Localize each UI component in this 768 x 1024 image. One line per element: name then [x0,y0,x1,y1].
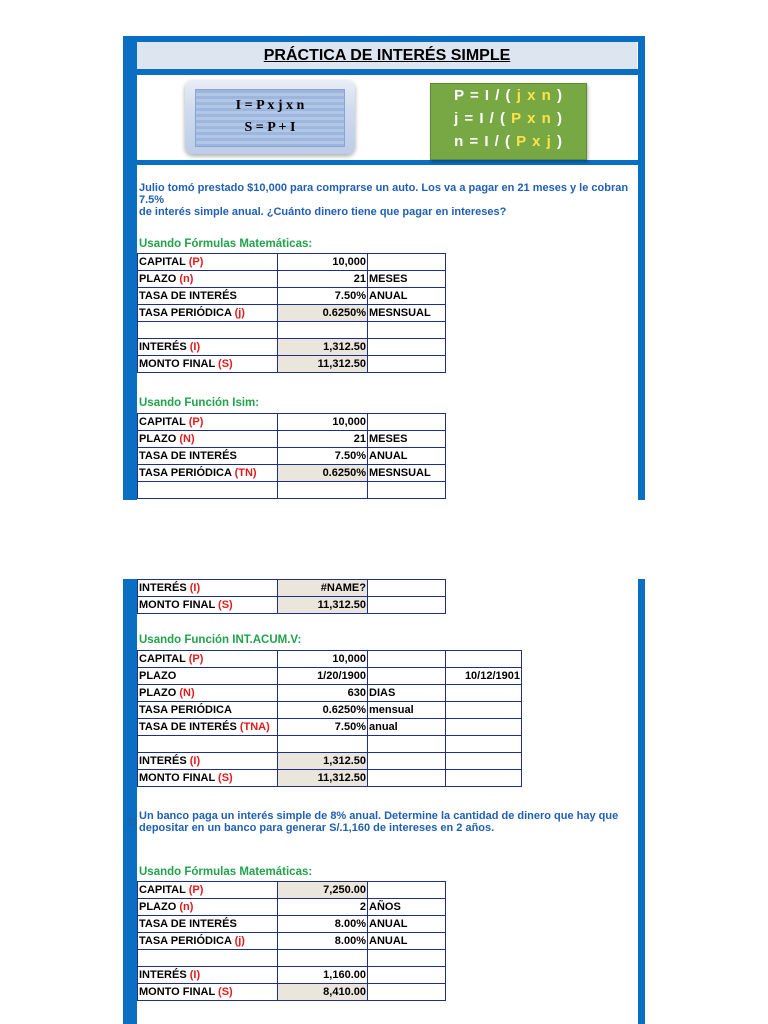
row-label: TASA PERIÓDICA [139,307,232,319]
row-symbol: (TN) [234,467,257,479]
value-cell[interactable]: 7,250.00 [278,882,368,899]
formula-close: ) [556,87,563,104]
row-label: PLAZO [139,687,177,699]
value-cell[interactable]: 8,410.00 [278,984,368,1001]
value-cell[interactable]: 0.6250% [278,465,368,482]
row-label: TASA DE INTERÉS [139,918,237,930]
value-cell[interactable]: 1/20/1900 [278,668,368,685]
row-label: CAPITAL [139,653,186,665]
value-cell[interactable]: 630 [278,685,368,702]
table-row [138,339,446,356]
table-formulas-1 [137,253,446,373]
unit-cell[interactable] [368,882,446,899]
formula-times: x [527,87,537,104]
unit-cell[interactable] [368,736,446,753]
table-row [138,305,446,322]
row-label-cell[interactable] [138,482,278,499]
page2-right-border [638,579,645,1024]
row-label-cell[interactable] [138,753,278,770]
value-cell[interactable]: 11,312.50 [278,770,368,787]
row-symbol: (S) [218,772,233,784]
table-row [138,967,446,984]
row-label-cell[interactable] [138,288,278,305]
value-cell[interactable] [278,950,368,967]
row-label: INTERÉS [139,969,187,981]
unit-cell[interactable] [368,770,446,787]
row-label: PLAZO [139,670,177,682]
table-int-acum [137,650,522,787]
page-title: PRÁCTICA DE INTERÉS SIMPLE [137,42,637,69]
section-3-heading: Usando Función INT.ACUM.V: [139,634,302,646]
row-symbol: (P) [188,416,204,428]
row-label: PLAZO [139,901,177,913]
table-row [138,431,446,448]
row-symbol: (n) [179,273,194,285]
value-cell[interactable]: 1,160.00 [278,967,368,984]
row-label-cell[interactable] [138,916,278,933]
row-label-cell[interactable] [138,356,278,373]
unit-cell[interactable] [368,651,446,668]
unit-cell[interactable]: DIAS [368,685,446,702]
table-row [138,984,446,1001]
table-isim-continued [137,579,446,614]
formula-image-panel [195,89,345,147]
row-symbol: (j) [234,935,245,947]
row-label-cell[interactable] [138,668,278,685]
problem-2-line-1: Un banco paga un interés simple de 8% anual. Determine la cantidad de dinero que hay que [139,810,619,822]
formula-var: P [516,133,527,150]
row-label: MONTO FINAL [139,772,215,784]
row-label-cell[interactable] [138,967,278,984]
row-label-cell[interactable] [138,770,278,787]
unit-cell[interactable] [368,339,446,356]
problem-2-line-2: depositar en un banco para generar S/.1,160 de intereses en 2 años. [139,822,495,834]
row-label: MONTO FINAL [139,599,215,611]
row-label: TASA PERIÓDICA [139,467,232,479]
unit-cell[interactable] [368,967,446,984]
value-cell[interactable]: 8.00% [278,933,368,950]
table-row [138,482,446,499]
row-label-cell[interactable] [138,882,278,899]
extra-cell[interactable] [446,651,522,668]
table-row [138,254,446,271]
row-label: CAPITAL [139,416,186,428]
table-row [138,322,446,339]
unit-cell[interactable]: ANUAL [368,933,446,950]
row-label-cell[interactable] [138,899,278,916]
formula-lhs: n = I / ( [454,133,511,150]
problem-2-text [139,810,639,834]
unit-cell[interactable] [368,668,446,685]
table-row [138,702,522,719]
unit-cell[interactable]: MESES [368,271,446,288]
table-row [138,736,522,753]
table-row [138,950,446,967]
row-label: MONTO FINAL [139,358,215,370]
row-label-cell[interactable] [138,736,278,753]
value-cell[interactable]: 8.00% [278,916,368,933]
formula-var: n [541,110,552,127]
formula-image-line-2: S = P + I [244,120,296,135]
formula-var: P [511,110,522,127]
row-label: PLAZO [139,273,177,285]
page1-left-border [123,36,137,500]
row-label-cell[interactable] [138,597,278,614]
unit-cell[interactable]: MESES [368,431,446,448]
unit-cell[interactable]: MESNSUAL [368,465,446,482]
value-cell[interactable]: 21 [278,271,368,288]
value-cell[interactable]: 2 [278,899,368,916]
value-cell[interactable]: 10,000 [278,414,368,431]
table-row [138,899,446,916]
formula-close: ) [556,133,563,150]
value-cell[interactable]: 21 [278,431,368,448]
row-symbol: (TNA) [239,721,270,733]
row-label: CAPITAL [139,256,186,268]
row-label-cell[interactable] [138,254,278,271]
value-cell[interactable]: 11,312.50 [278,597,368,614]
row-label-cell[interactable] [138,322,278,339]
row-label-cell[interactable] [138,271,278,288]
unit-cell[interactable] [368,414,446,431]
row-label-cell[interactable] [138,984,278,1001]
formula-var: j [546,133,552,150]
extra-cell[interactable] [446,753,522,770]
table-row [138,651,522,668]
unit-cell[interactable]: mensual [368,702,446,719]
formula-times: x [532,133,542,150]
table-row [138,288,446,305]
row-symbol: (N) [179,433,195,445]
formula-lhs: P = I / ( [454,87,512,104]
table-row [138,668,522,685]
table-row [138,770,522,787]
table-row [138,271,446,288]
header-bottom-rule [137,160,638,165]
formula-box-line-3 [431,133,586,150]
value-cell[interactable]: 7.50% [278,719,368,736]
row-symbol: (S) [218,986,233,998]
unit-cell[interactable] [368,482,446,499]
table-row [138,719,522,736]
value-cell[interactable] [278,482,368,499]
formula-image-line-1: I = P x j x n [235,98,305,113]
formula-var: j [516,87,522,104]
row-label-cell[interactable] [138,933,278,950]
unit-cell[interactable] [368,580,446,597]
title-underline-rule [137,69,638,75]
value-cell[interactable]: #NAME? [278,580,368,597]
section-4-heading: Usando Fórmulas Matemáticas: [139,866,313,878]
row-symbol: (I) [189,969,201,981]
extra-cell[interactable] [446,770,522,787]
value-cell[interactable]: 10,000 [278,651,368,668]
row-label: TASA PERIÓDICA [139,704,232,716]
row-symbol: (S) [218,599,233,611]
value-cell[interactable]: 11,312.50 [278,356,368,373]
page2-left-border [123,579,137,1024]
formula-box [430,83,587,160]
extra-cell[interactable] [446,719,522,736]
table-row [138,356,446,373]
formula-image [185,80,355,154]
row-label-cell[interactable] [138,305,278,322]
row-symbol: (I) [189,582,201,594]
value-cell[interactable] [278,736,368,753]
table-row [138,465,446,482]
row-label: TASA DE INTERÉS [139,450,237,462]
row-label-cell[interactable] [138,431,278,448]
row-label-cell[interactable] [138,651,278,668]
formula-times: x [527,110,537,127]
row-symbol: (n) [179,901,194,913]
problem-1-text [139,182,639,218]
problem-1-line-1: Julio tomó prestado $10,000 para comprarse un auto. Los va a pagar en 21 meses y le cobran 7.5% [139,182,629,206]
table-row [138,753,522,770]
section-2-heading: Usando Función Isim: [139,397,260,409]
row-symbol: (P) [188,653,204,665]
table-row [138,580,446,597]
formula-box-line-2 [431,110,586,127]
row-symbol: (S) [218,358,233,370]
row-symbol: (I) [189,341,201,353]
unit-cell[interactable] [368,597,446,614]
table-formulas-2 [137,881,446,1001]
table-row [138,933,446,950]
unit-cell[interactable]: ANUAL [368,916,446,933]
row-label: INTERÉS [139,582,187,594]
unit-cell[interactable]: ANUAL [368,288,446,305]
unit-cell[interactable] [368,950,446,967]
unit-cell[interactable] [368,254,446,271]
row-symbol: (P) [188,256,204,268]
formula-close: ) [556,110,563,127]
row-label: MONTO FINAL [139,986,215,998]
row-label-cell[interactable] [138,702,278,719]
row-label-cell[interactable] [138,719,278,736]
page1-right-border [638,36,645,500]
table-row [138,448,446,465]
value-cell[interactable]: 0.6250% [278,305,368,322]
row-symbol: (j) [234,307,245,319]
value-cell[interactable]: 1,312.50 [278,339,368,356]
unit-cell[interactable]: AÑOS [368,899,446,916]
row-label-cell[interactable] [138,580,278,597]
table-row [138,882,446,899]
row-label-cell[interactable] [138,950,278,967]
unit-cell[interactable] [368,356,446,373]
row-label-cell[interactable] [138,465,278,482]
value-cell[interactable]: 1,312.50 [278,753,368,770]
unit-cell[interactable] [368,753,446,770]
problem-1-line-2: de interés simple anual. ¿Cuánto dinero tiene que pagar en intereses? [139,206,507,218]
row-label: TASA DE INTERÉS [139,290,237,302]
row-label-cell[interactable] [138,685,278,702]
row-label: TASA PERIÓDICA [139,935,232,947]
row-label: TASA DE INTERÉS [139,721,237,733]
formula-var: n [541,87,552,104]
unit-cell[interactable] [368,322,446,339]
table-row [138,916,446,933]
value-cell[interactable] [278,322,368,339]
table-row [138,597,446,614]
problem-2-number: 2) [127,816,137,828]
table-row [138,685,522,702]
row-label: CAPITAL [139,884,186,896]
table-isim [137,413,446,499]
row-label-cell[interactable] [138,339,278,356]
unit-cell[interactable]: MESNSUAL [368,305,446,322]
row-symbol: (N) [179,687,195,699]
formula-box-line-1 [431,87,586,104]
extra-cell[interactable] [446,685,522,702]
value-cell[interactable]: 7.50% [278,448,368,465]
value-cell[interactable]: 10,000 [278,254,368,271]
unit-cell[interactable]: anual [368,719,446,736]
row-symbol: (I) [189,755,201,767]
row-label: PLAZO [139,433,177,445]
row-label: INTERÉS [139,341,187,353]
value-cell[interactable]: 0.6250% [278,702,368,719]
unit-cell[interactable]: ANUAL [368,448,446,465]
extra-cell[interactable] [446,736,522,753]
extra-cell[interactable]: 10/12/1901 [446,668,522,685]
row-label-cell[interactable] [138,414,278,431]
row-symbol: (P) [188,884,204,896]
value-cell[interactable]: 7.50% [278,288,368,305]
section-1-heading: Usando Fórmulas Matemáticas: [139,238,313,250]
table-row [138,414,446,431]
formula-lhs: j = I / ( [454,110,506,127]
extra-cell[interactable] [446,702,522,719]
row-label-cell[interactable] [138,448,278,465]
unit-cell[interactable] [368,984,446,1001]
row-label: INTERÉS [139,755,187,767]
